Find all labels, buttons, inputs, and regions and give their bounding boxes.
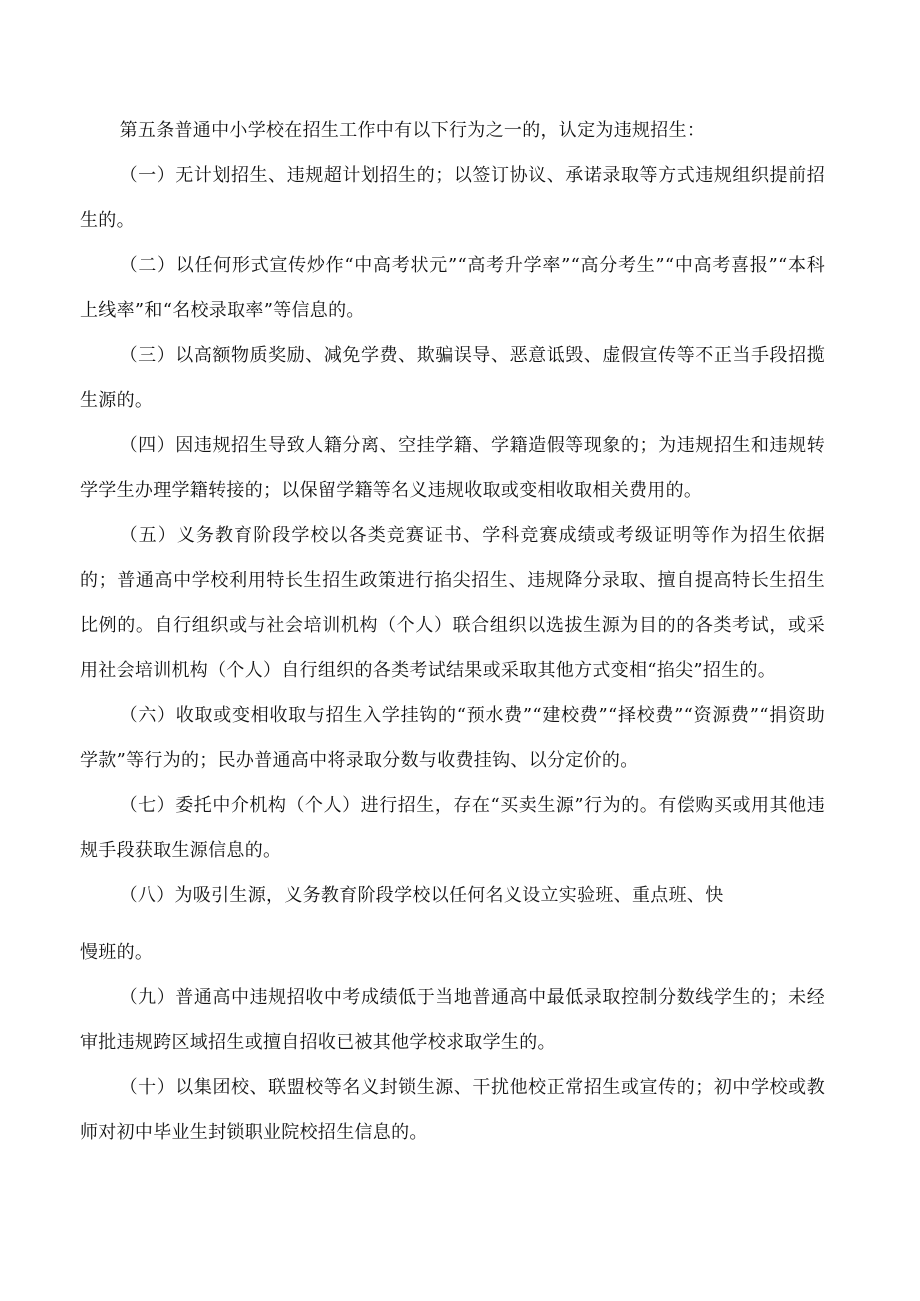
article-body [80,108,825,1155]
item-8-continued: 慢班的。 [80,942,154,963]
item-6: （六）收取或变相收取与招生入学挂钩的“预水费”“建校费”“择校费”“资源费”“捐资助学款”等行为的；民办普通高中将录取分数与收费挂钩、以分定价的。 [80,705,825,771]
item-8: （八）为吸引生源，义务教育阶段学校以任何名义设立实验班、重点班、快 [119,885,724,906]
item-2: （二）以任何形式宣传炒作“中高考状元”“高考升学率”“高分考生”“中高考喜报”“本科上线率”和“名校录取率”等信息的。 [80,255,825,321]
item-9: （九）普通高中违规招收中考成绩低于当地普通高中最低录取控制分数线学生的；未经审批违规跨区域招生或擅自招收已被其他学校求取学生的。 [80,987,825,1053]
item-5: （五）义务教育阶段学校以各类竞赛证书、学科竞赛成绩或考级证明等作为招生依据的；普通高中学校利用特长生招生政策进行掐尖招生、违规降分录取、擅自提高特长生招生比例的。自行组织或与社会培训机构（个人）联合组织以选拔生源为目的的各类考试，或采用社会培训机构（个人）自行组织的各类考试结果或采取其他方式变相“掐尖”招生的。 [80,525,825,681]
item-4: （四）因违规招生导致人籍分离、空挂学籍、学籍造假等现象的；为违规招生和违规转学学生办理学籍转接的；以保留学籍等名义违规收取或变相收取相关费用的。 [80,435,825,501]
article-intro: 第五条普通中小学校在招生工作中有以下行为之一的，认定为违规招生： [119,120,706,141]
item-3: （三）以高额物质奖励、减免学费、欺骗误导、恶意诋毁、虚假宣传等不正当手段招揽生源的。 [80,345,825,411]
item-10: （十）以集团校、联盟校等名义封锁生源、干扰他校正常招生或宣传的；初中学校或教师对初中毕业生封锁职业院校招生信息的。 [80,1077,825,1143]
item-1: （一）无计划招生、违规超计划招生的；以签订协议、承诺录取等方式违规组织提前招生的。 [80,165,825,231]
item-7: （七）委托中介机构（个人）进行招生，存在“买卖生源”行为的。有偿购买或用其他违规手段获取生源信息的。 [80,795,825,861]
